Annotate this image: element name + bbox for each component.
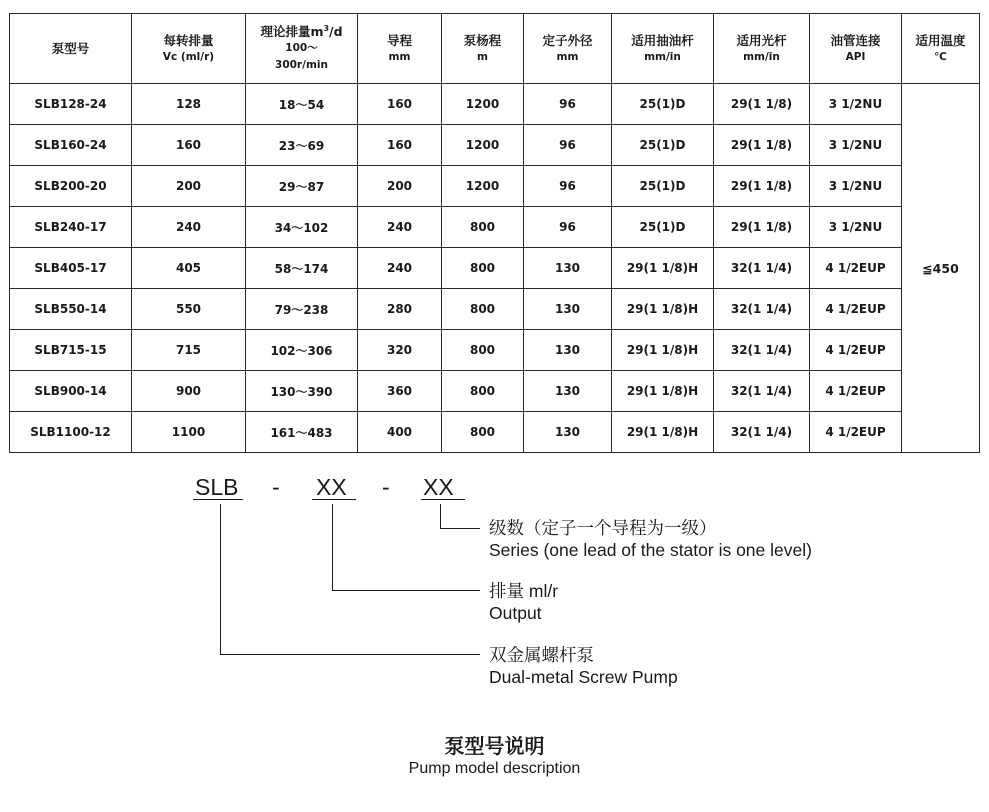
header-theoretical-output-label: 理论排量m	[260, 24, 324, 39]
header-temperature-label: 适用温度	[915, 32, 966, 48]
cell-lead: 240	[358, 248, 442, 289]
cell-model: SLB900-14	[10, 371, 132, 412]
cell-stator-od: 96	[524, 125, 612, 166]
header-theoretical-output-unit: /d	[329, 24, 343, 39]
cell-theoretical-output: 34～102	[246, 207, 358, 248]
cell-polished-rod: 32(1 1/4)	[714, 289, 810, 330]
table-row	[10, 289, 980, 330]
cell-polished-rod: 29(1 1/8)	[714, 166, 810, 207]
header-pump-head-unit: m	[477, 50, 488, 63]
code-part-series: XX	[423, 474, 454, 500]
cell-sucker-rod: 29(1 1/8)H	[612, 248, 714, 289]
header-lead-label: 导程	[386, 32, 412, 48]
cell-polished-rod: 32(1 1/4)	[714, 371, 810, 412]
cell-tubing-connection: 3 1/2NU	[810, 125, 902, 166]
header-sucker-rod-label: 适用抽油杆	[631, 32, 694, 48]
cell-tubing-connection: 4 1/2EUP	[810, 289, 902, 330]
cell-tubing-connection: 3 1/2NU	[810, 207, 902, 248]
cell-pump-head: 800	[442, 248, 524, 289]
cell-sucker-rod: 25(1)D	[612, 125, 714, 166]
cell-theoretical-output: 58～174	[246, 248, 358, 289]
cell-lead: 200	[358, 166, 442, 207]
cell-displacement: 550	[132, 289, 246, 330]
cell-theoretical-output: 130～390	[246, 371, 358, 412]
cell-stator-od: 96	[524, 166, 612, 207]
header-tubing-connection-label: 油管连接	[830, 32, 881, 48]
cell-polished-rod: 32(1 1/4)	[714, 412, 810, 453]
legend-type-en: Dual-metal Screw Pump	[489, 667, 678, 687]
cell-tubing-connection: 3 1/2NU	[810, 166, 902, 207]
cell-lead: 240	[358, 207, 442, 248]
pump-spec-table	[9, 13, 980, 453]
cell-temperature: ≦450	[902, 84, 980, 453]
cell-tubing-connection: 4 1/2EUP	[810, 371, 902, 412]
cell-displacement: 128	[132, 84, 246, 125]
connector-output-horizontal	[332, 590, 480, 591]
cell-theoretical-output: 18～54	[246, 84, 358, 125]
legend-output-en: Output	[489, 603, 542, 623]
header-theoretical-output-line2: 100～	[285, 42, 318, 54]
header-lead	[358, 14, 442, 84]
cell-pump-head: 1200	[442, 84, 524, 125]
cell-stator-od: 130	[524, 330, 612, 371]
table-row	[10, 166, 980, 207]
cell-polished-rod: 32(1 1/4)	[714, 330, 810, 371]
table-row	[10, 330, 980, 371]
cell-polished-rod: 29(1 1/8)	[714, 84, 810, 125]
header-pump-head	[442, 14, 524, 84]
table-row	[10, 371, 980, 412]
header-model-label: 泵型号	[51, 41, 90, 56]
code-dash-1: -	[272, 474, 280, 500]
cell-tubing-connection: 3 1/2NU	[810, 84, 902, 125]
cell-theoretical-output: 102～306	[246, 330, 358, 371]
header-polished-rod-unit: mm/in	[743, 50, 780, 63]
cell-model: SLB200-20	[10, 166, 132, 207]
table-row	[10, 412, 980, 453]
header-displacement-unit: Vc (ml/r)	[162, 50, 215, 63]
cell-model: SLB715-15	[10, 330, 132, 371]
cell-model: SLB405-17	[10, 248, 132, 289]
cell-polished-rod: 29(1 1/8)	[714, 207, 810, 248]
cell-sucker-rod: 25(1)D	[612, 166, 714, 207]
connector-type-horizontal	[220, 654, 480, 655]
cell-sucker-rod: 29(1 1/8)H	[612, 289, 714, 330]
table-row	[10, 84, 980, 125]
legend-output-cn: 排量 ml/r	[489, 581, 559, 601]
underline-prefix	[193, 499, 243, 500]
header-stator-od-unit: mm	[556, 50, 579, 63]
legend-series-en: Series (one lead of the stator is one level)	[489, 540, 812, 560]
header-temperature	[902, 14, 980, 84]
header-displacement-label: 每转排量	[163, 32, 214, 48]
cell-theoretical-output: 161～483	[246, 412, 358, 453]
caption-title-cn: 泵型号说明	[444, 734, 545, 758]
code-part-output: XX	[316, 474, 347, 500]
cell-pump-head: 800	[442, 330, 524, 371]
connector-series-vertical	[440, 504, 441, 528]
cell-stator-od: 130	[524, 371, 612, 412]
cell-theoretical-output: 79～238	[246, 289, 358, 330]
cell-lead: 160	[358, 125, 442, 166]
header-row	[10, 14, 980, 84]
cell-pump-head: 800	[442, 207, 524, 248]
underline-series	[421, 499, 465, 500]
cell-lead: 360	[358, 371, 442, 412]
cell-displacement: 715	[132, 330, 246, 371]
header-stator-od	[524, 14, 612, 84]
table-row	[10, 248, 980, 289]
cell-model: SLB240-17	[10, 207, 132, 248]
cell-stator-od: 96	[524, 84, 612, 125]
cell-polished-rod: 29(1 1/8)	[714, 125, 810, 166]
code-dash-2: -	[382, 474, 390, 500]
cell-stator-od: 130	[524, 289, 612, 330]
header-sucker-rod-unit: mm/in	[644, 50, 681, 63]
header-sucker-rod	[612, 14, 714, 84]
cell-displacement: 900	[132, 371, 246, 412]
cell-model: SLB160-24	[10, 125, 132, 166]
cell-sucker-rod: 25(1)D	[612, 84, 714, 125]
cell-pump-head: 800	[442, 289, 524, 330]
cell-lead: 320	[358, 330, 442, 371]
cell-displacement: 1100	[132, 412, 246, 453]
cell-pump-head: 1200	[442, 125, 524, 166]
header-model	[10, 14, 132, 84]
cell-pump-head: 800	[442, 412, 524, 453]
table-row	[10, 125, 980, 166]
cell-tubing-connection: 4 1/2EUP	[810, 330, 902, 371]
cell-displacement: 240	[132, 207, 246, 248]
cell-theoretical-output: 29～87	[246, 166, 358, 207]
cell-sucker-rod: 29(1 1/8)H	[612, 412, 714, 453]
header-tubing-connection	[810, 14, 902, 84]
connector-output-vertical	[332, 504, 333, 590]
cell-sucker-rod: 29(1 1/8)H	[612, 330, 714, 371]
code-prefix: SLB	[195, 474, 239, 500]
header-pump-head-label: 泵杨程	[463, 32, 502, 48]
cell-model: SLB128-24	[10, 84, 132, 125]
table-header	[10, 14, 980, 84]
cell-displacement: 200	[132, 166, 246, 207]
header-stator-od-label: 定子外径	[542, 32, 593, 48]
cell-tubing-connection: 4 1/2EUP	[810, 412, 902, 453]
legend-type-cn: 双金属螺杆泵	[489, 645, 594, 665]
header-lead-unit: mm	[388, 50, 411, 63]
cell-theoretical-output: 23～69	[246, 125, 358, 166]
cell-stator-od: 130	[524, 412, 612, 453]
header-polished-rod-label: 适用光杆	[736, 32, 787, 48]
cell-stator-od: 96	[524, 207, 612, 248]
cell-lead: 160	[358, 84, 442, 125]
underline-output	[312, 499, 356, 500]
caption-title-en: Pump model description	[408, 760, 581, 777]
connector-type-vertical	[220, 504, 221, 654]
header-theoretical-output-sup: 3	[323, 23, 330, 33]
header-theoretical-output	[246, 14, 358, 84]
connector-series-horizontal	[440, 528, 480, 529]
cell-tubing-connection: 4 1/2EUP	[810, 248, 902, 289]
cell-model: SLB1100-12	[10, 412, 132, 453]
cell-sucker-rod: 29(1 1/8)H	[612, 371, 714, 412]
header-theoretical-output-line3: 300r/min	[275, 59, 328, 71]
legend-series-cn: 级数（定子一个导程为一级）	[489, 518, 717, 538]
cell-polished-rod: 32(1 1/4)	[714, 248, 810, 289]
table-row	[10, 207, 980, 248]
cell-lead: 280	[358, 289, 442, 330]
header-displacement	[132, 14, 246, 84]
table-body	[10, 84, 980, 453]
cell-stator-od: 130	[524, 248, 612, 289]
cell-displacement: 160	[132, 125, 246, 166]
cell-lead: 400	[358, 412, 442, 453]
cell-model: SLB550-14	[10, 289, 132, 330]
cell-displacement: 405	[132, 248, 246, 289]
header-polished-rod	[714, 14, 810, 84]
cell-pump-head: 800	[442, 371, 524, 412]
cell-pump-head: 1200	[442, 166, 524, 207]
header-temperature-unit: ℃	[934, 50, 947, 63]
header-tubing-connection-unit: API	[845, 50, 866, 63]
cell-sucker-rod: 25(1)D	[612, 207, 714, 248]
